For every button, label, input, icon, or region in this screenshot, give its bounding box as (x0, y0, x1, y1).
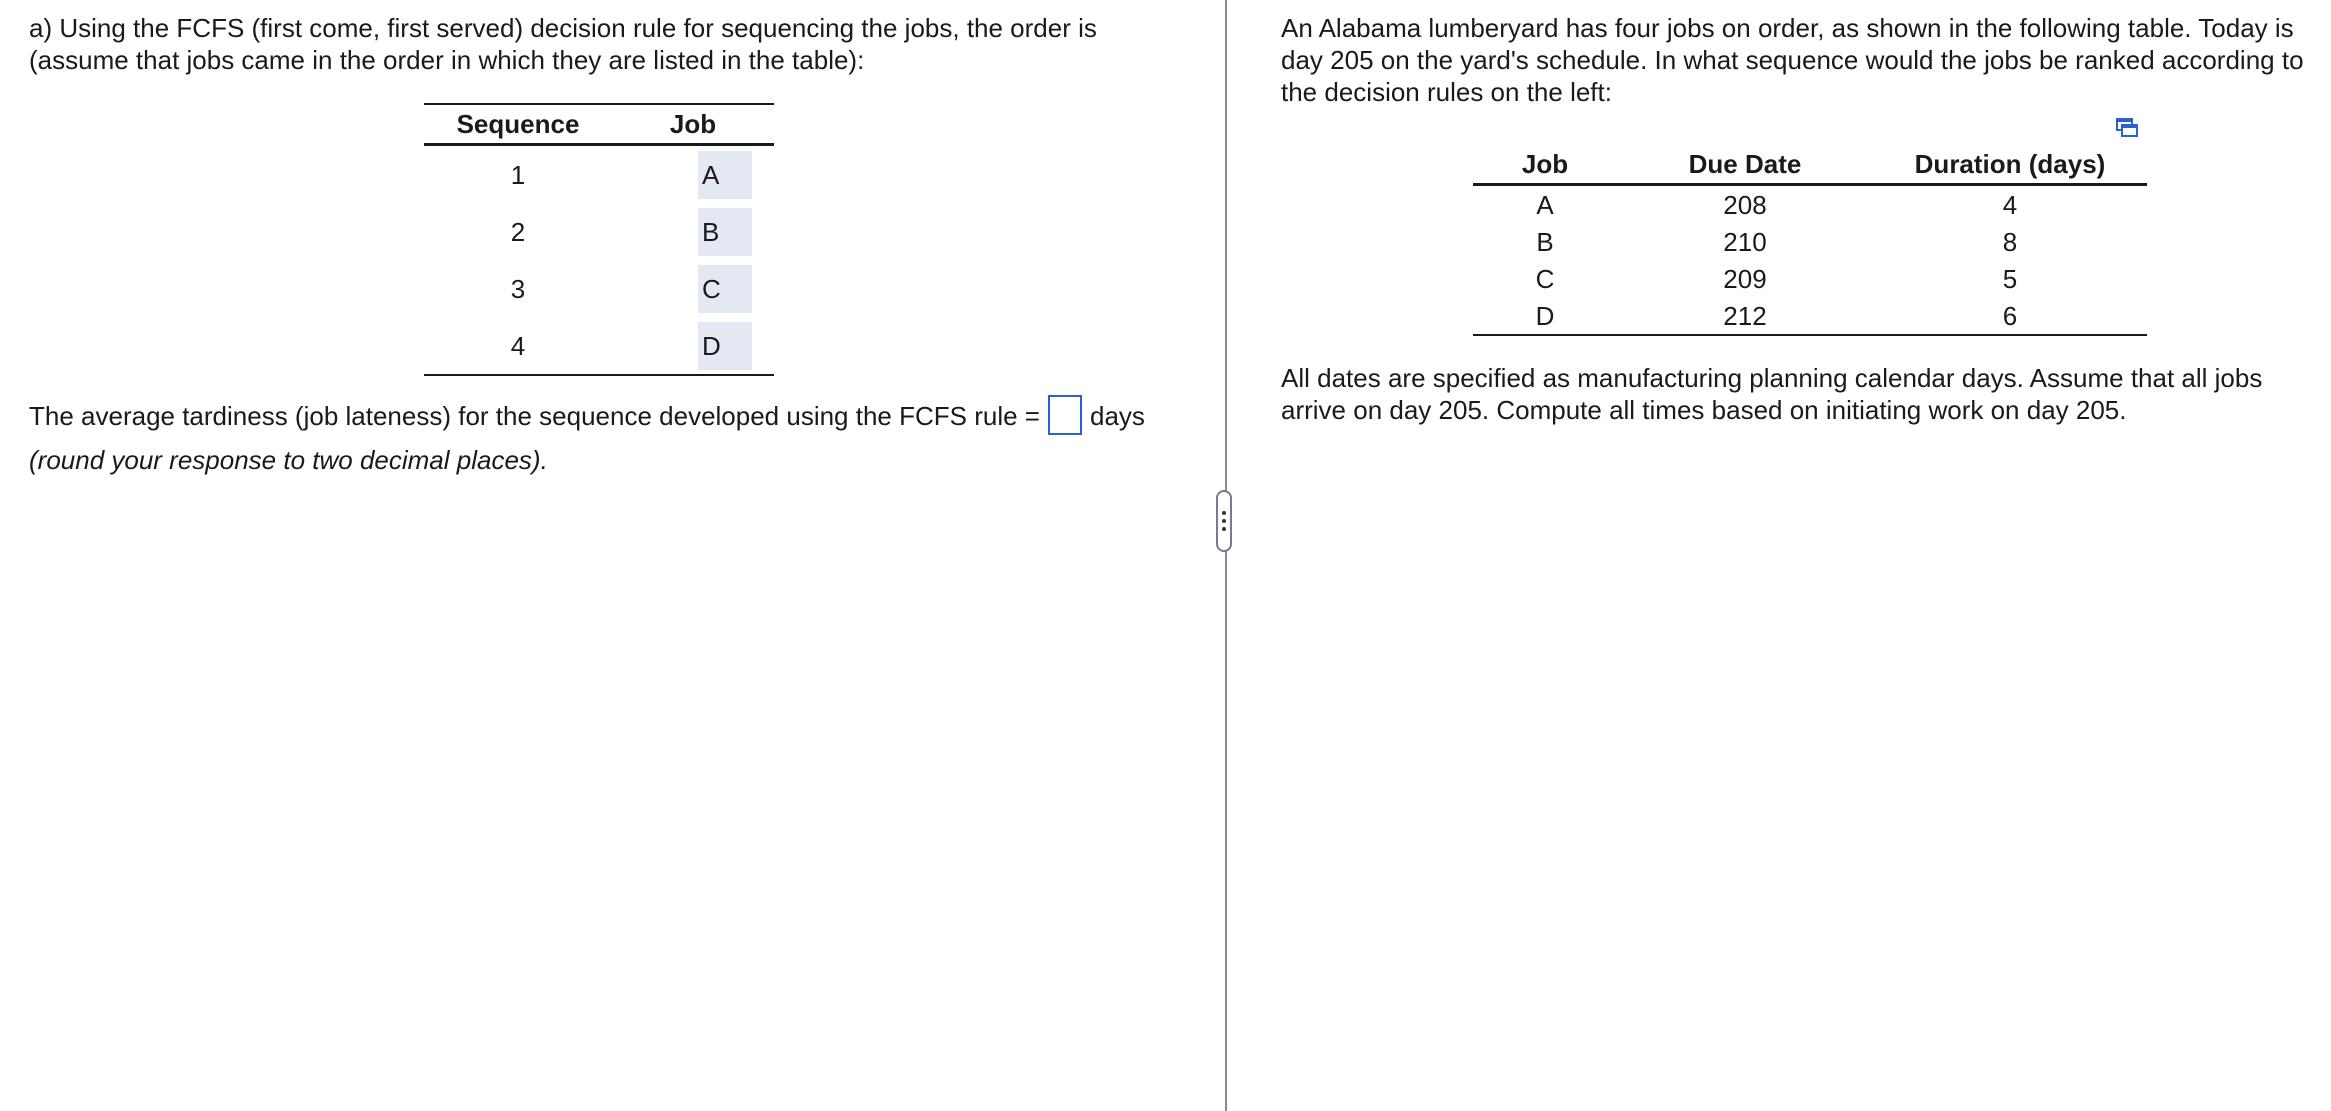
job-name: A (1536, 189, 1554, 220)
sequence-table (424, 103, 774, 376)
header-job: Job (612, 104, 774, 145)
job-answer-box[interactable]: A (698, 151, 752, 199)
duration: 8 (2002, 226, 2018, 257)
table-row (424, 260, 774, 317)
job-cell (612, 203, 774, 260)
handle-dot (1222, 519, 1226, 523)
header-sequence: Sequence (424, 104, 612, 145)
problem-statement: An Alabama lumberyard has four jobs on order, as shown in the following table. Today is day 205 on the yard's schedule. In what sequence would the jobs be ranked according to the decision rules on the left: (1281, 13, 2304, 107)
due-date: 208 (1723, 189, 1767, 220)
header-due-date: Due Date (1617, 145, 1873, 185)
tardiness-question (29, 400, 1145, 435)
due-date: 210 (1723, 226, 1767, 257)
popout-window-icon[interactable] (2116, 118, 2138, 138)
handle-dot (1222, 527, 1226, 531)
job-answer-box[interactable]: C (698, 265, 752, 313)
header-job: Job (1473, 145, 1617, 185)
question-intro: a) Using the FCFS (first come, first served) decision rule for sequencing the jobs, the order is (assume that jobs came in the order in which they are listed in the table): (29, 13, 1097, 75)
duration: 6 (1873, 297, 2147, 335)
jobs-table-header (1473, 145, 2147, 185)
tardiness-answer-input[interactable] (1048, 395, 1082, 435)
job-cell (612, 260, 774, 317)
due-date: 209 (1723, 263, 1767, 294)
table-row (424, 317, 774, 375)
sequence-number: 3 (510, 273, 526, 304)
table-row (1473, 260, 2147, 297)
job-answer-box[interactable]: B (698, 208, 752, 256)
duration: 5 (2002, 263, 2018, 294)
duration: 4 (2002, 189, 2018, 220)
job-answer-box[interactable]: D (698, 322, 752, 370)
jobs-table (1473, 145, 2147, 336)
assumption-note: All dates are specified as manufacturing planning calendar days. Assume that all jobs arrive on day 205. Compute all times based on initiating work on day 205. (1281, 363, 2263, 425)
job-name: D (1473, 297, 1617, 335)
job-name: C (1535, 263, 1555, 294)
table-row (424, 203, 774, 260)
rounding-instruction: (round your response to two decimal places). (29, 445, 548, 475)
job-cell (612, 317, 774, 375)
table-row (1473, 185, 2147, 224)
due-date: 212 (1617, 297, 1873, 335)
tardiness-prefix: The average tardiness (job lateness) for the sequence developed using the FCFS rule = (29, 401, 1040, 431)
table-row (1473, 297, 2147, 335)
sequence-number: 1 (510, 159, 526, 190)
table-row (1473, 223, 2147, 260)
sequence-table-header (424, 104, 774, 145)
job-name: B (1536, 226, 1554, 257)
pane-divider[interactable] (1225, 0, 1227, 1111)
job-cell (612, 145, 774, 204)
vertical-ellipsis-icon[interactable] (1216, 490, 1232, 552)
right-pane (1236, 0, 2331, 1111)
sequence-number: 2 (510, 216, 526, 247)
table-row (424, 145, 774, 204)
header-duration: Duration (days) (1873, 145, 2147, 185)
tardiness-unit: days (1089, 401, 1145, 431)
handle-dot (1222, 511, 1226, 515)
sequence-number: 4 (424, 317, 612, 375)
